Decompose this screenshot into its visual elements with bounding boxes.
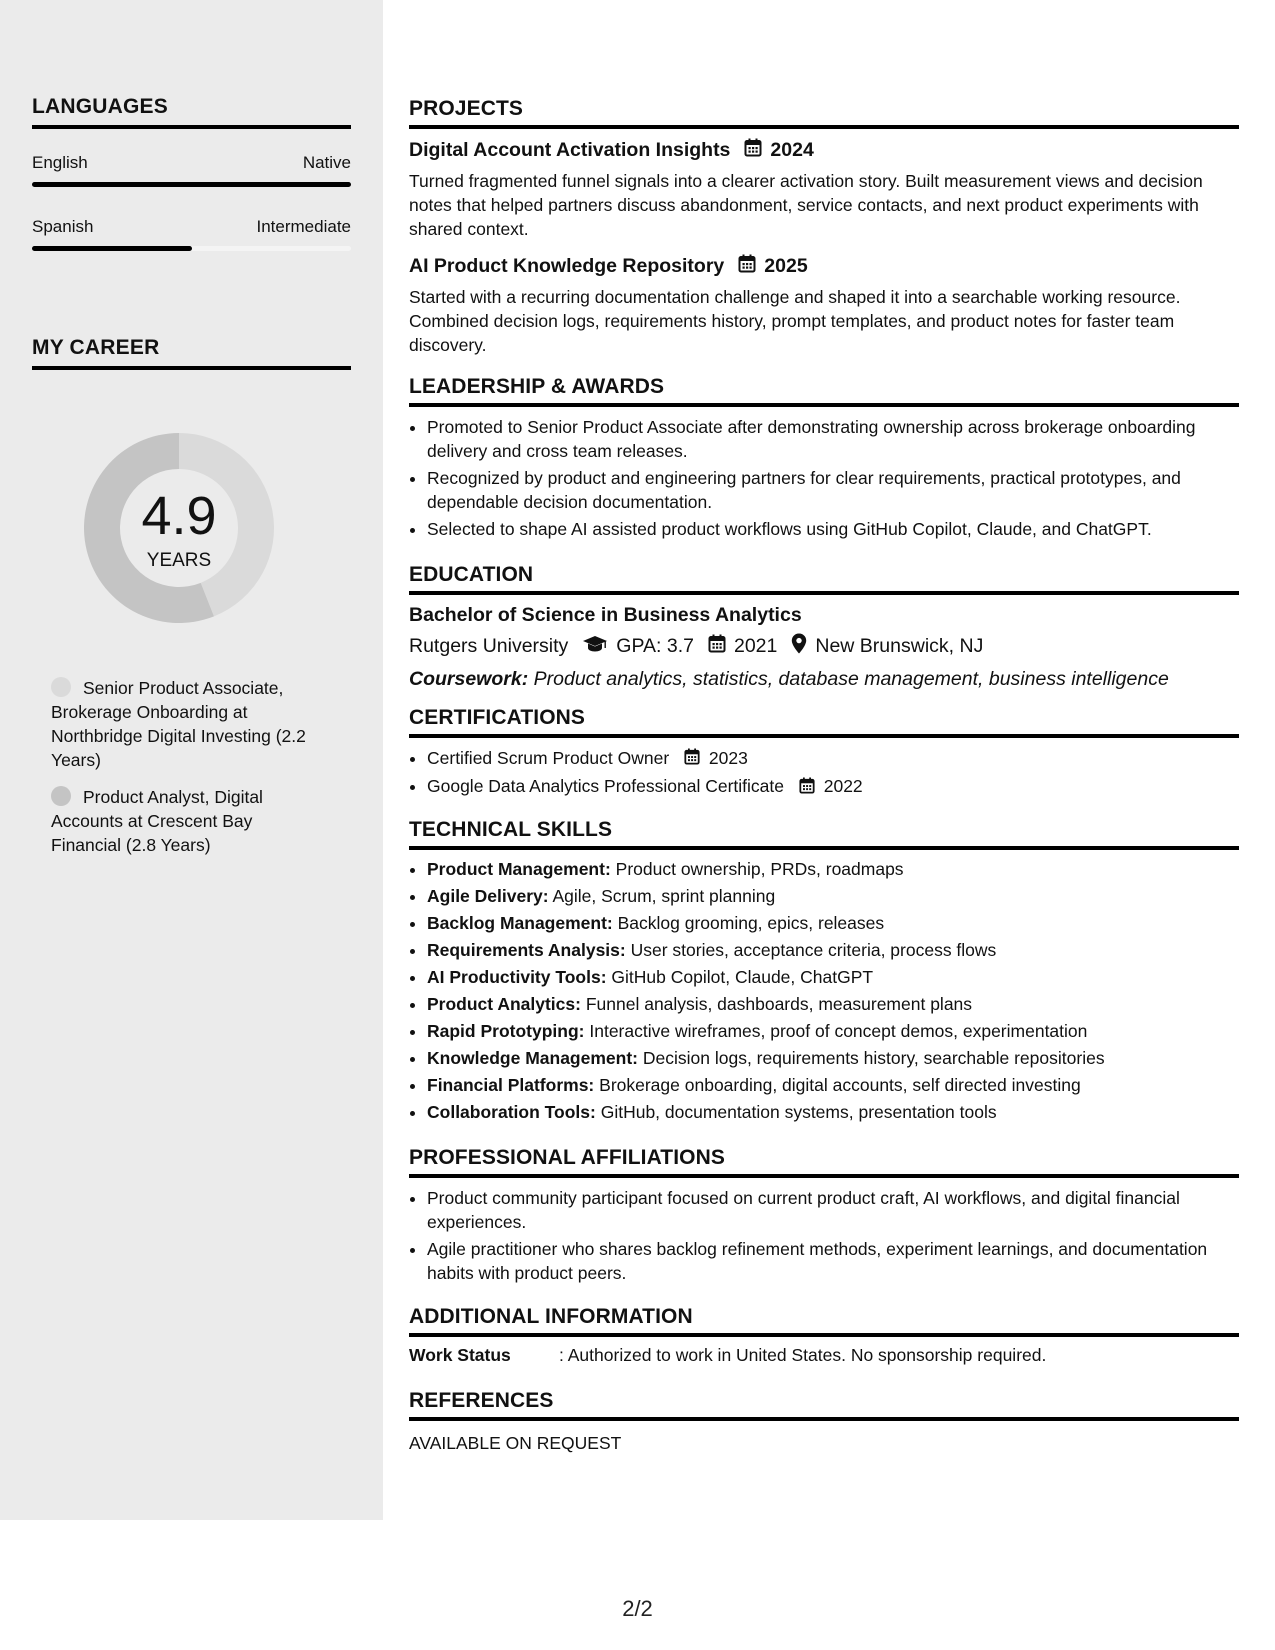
languages-title: LANGUAGES (32, 95, 351, 129)
language-level-fill (32, 182, 351, 187)
skill-label: Knowledge Management: (427, 1048, 638, 1068)
references-title: REFERENCES (409, 1389, 1239, 1421)
degree: Bachelor of Science in Business Analytics (409, 604, 802, 626)
project-year: 2024 (770, 139, 814, 161)
skills-section (409, 818, 1239, 1127)
certifications-section (409, 706, 1239, 803)
career-color-dot (51, 677, 71, 697)
project-year: 2025 (764, 255, 808, 277)
skill-item (427, 992, 1239, 1016)
leadership-title: LEADERSHIP & AWARDS (409, 375, 1239, 407)
skill-label: Backlog Management: (427, 913, 613, 933)
career-item (51, 676, 321, 772)
career-item-text: Product Analyst, Digital Accounts at Crescent Bay Financial (2.8 Years) (51, 787, 263, 855)
skill-label: Financial Platforms: (427, 1075, 595, 1095)
certification-year: 2023 (708, 748, 748, 768)
skill-label: Product Management: (427, 859, 611, 879)
career-item (51, 785, 321, 857)
location-pin-icon (791, 633, 807, 660)
education-title: EDUCATION (409, 563, 1239, 595)
list-item: • Selected to shape AI assisted product workflows using GitHub Copilot, Claude, and ChatGPT. (427, 517, 1239, 541)
skill-label: Requirements Analysis: (427, 940, 626, 960)
location: New Brunswick, NJ (815, 635, 984, 657)
skill-value: GitHub, documentation systems, presentation tools (600, 1102, 997, 1122)
skill-item (427, 884, 1239, 908)
project-description: Turned fragmented funnel signals into a clearer activation story. Built measurement views and decision notes that helped partners discuss abandonment, service contacts, and next product experiments with shared context. (409, 171, 1203, 239)
page-number: 2/2 (622, 1596, 653, 1621)
career-item-text: Senior Product Associate, Brokerage Onboarding at Northbridge Digital Investing (2.2 Years) (51, 678, 306, 770)
skill-value: Decision logs, requirements history, searchable repositories (642, 1048, 1105, 1068)
list-item: • Promoted to Senior Product Associate after demonstrating ownership across brokerage onboarding delivery and cross team releases. (427, 415, 1239, 463)
additional-info-title: ADDITIONAL INFORMATION (409, 1305, 1239, 1337)
skill-item (427, 938, 1239, 962)
certification-name: Certified Scrum Product Owner (427, 748, 670, 768)
language-name: Spanish (32, 217, 94, 236)
language-level-fill (32, 246, 192, 251)
skill-item (427, 1046, 1239, 1070)
skill-value: GitHub Copilot, Claude, ChatGPT (611, 967, 874, 987)
gpa: GPA: 3.7 (616, 635, 694, 657)
language-level: Native (302, 153, 351, 172)
skills-title: TECHNICAL SKILLS (409, 818, 1239, 850)
certifications-title: CERTIFICATIONS (409, 706, 1239, 738)
career-legend (51, 676, 321, 870)
calendar-icon (799, 776, 815, 800)
coursework-label: Coursework: (409, 668, 529, 690)
project-name: AI Product Knowledge Repository (409, 255, 725, 277)
skill-item (427, 911, 1239, 935)
work-status-value: : Authorized to work in United States. No sponsorship required. (559, 1345, 1047, 1365)
additional-info-section (409, 1305, 1239, 1366)
career-total-years: 4.9 (141, 486, 217, 546)
certification-name: Google Data Analytics Professional Certificate (427, 776, 784, 797)
language-level-bar (32, 182, 351, 187)
certification-item (427, 774, 1239, 799)
career-title: MY CAREER (32, 336, 351, 370)
language-item (32, 153, 351, 187)
list-item: • Product community participant focused on current product craft, AI workflows, and digital financial experiences. (427, 1186, 1239, 1234)
career-color-dot (51, 786, 71, 806)
skill-item (427, 965, 1239, 989)
references-text: AVAILABLE ON REQUEST (409, 1433, 622, 1453)
skill-item (427, 1019, 1239, 1043)
career-section (32, 336, 351, 370)
calendar-icon (738, 254, 756, 279)
references-section (409, 1389, 1239, 1455)
language-name: English (32, 153, 88, 172)
certification-year: 2022 (823, 776, 863, 797)
skill-value: Product ownership, PRDs, roadmaps (615, 859, 904, 879)
coursework (409, 668, 1239, 691)
projects-title: PROJECTS (409, 97, 1239, 129)
coursework-text: Product analytics, statistics, database management, business intelligence (533, 668, 1169, 690)
leadership-section (409, 375, 1239, 544)
skill-label: Rapid Prototyping: (427, 1021, 585, 1041)
calendar-icon (744, 138, 762, 163)
sidebar (0, 0, 383, 1520)
work-status-row (409, 1345, 1239, 1366)
skill-label: AI Productivity Tools: (427, 967, 607, 987)
skill-value: Brokerage onboarding, digital accounts, self directed investing (599, 1075, 1081, 1095)
work-status-label: Work Status (409, 1345, 511, 1365)
list-item: • Recognized by product and engineering partners for clear requirements, practical prototypes, and dependable decision documentation. (427, 466, 1239, 514)
projects-section (409, 97, 1239, 357)
skill-item (427, 1100, 1239, 1124)
skill-label: Product Analytics: (427, 994, 581, 1014)
list-item: • Agile practitioner who shares backlog refinement methods, experiment learnings, and documentation habits with product peers. (427, 1237, 1239, 1285)
skill-label: Agile Delivery: (427, 886, 549, 906)
skill-item (427, 857, 1239, 881)
skill-value: Funnel analysis, dashboards, measurement plans (585, 994, 973, 1014)
project-title (409, 254, 1239, 279)
project-description: Started with a recurring documentation challenge and shaped it into a searchable working resource. Combined decision logs, requirements history, prompt templates, and product notes for faster team discovery. (409, 287, 1181, 355)
skill-value: Agile, Scrum, sprint planning (552, 886, 776, 906)
affiliations-section (409, 1146, 1239, 1288)
education-section (409, 563, 1239, 691)
graduation-cap-icon (582, 635, 608, 659)
certification-item (427, 746, 1239, 771)
skill-value: Backlog grooming, epics, releases (617, 913, 885, 933)
skill-value: Interactive wireframes, proof of concept demos, experimentation (589, 1021, 1088, 1041)
skill-value: User stories, acceptance criteria, process flows (630, 940, 997, 960)
skill-label: Collaboration Tools: (427, 1102, 596, 1122)
calendar-icon (684, 747, 700, 771)
affiliations-title: PROFESSIONAL AFFILIATIONS (409, 1146, 1239, 1178)
languages-section (32, 95, 351, 251)
calendar-icon (708, 634, 726, 659)
project-name: Digital Account Activation Insights (409, 139, 731, 161)
career-donut-chart (66, 415, 292, 641)
graduation-year: 2021 (733, 635, 778, 657)
career-years-unit: YEARS (146, 550, 212, 571)
skill-item (427, 1073, 1239, 1097)
language-item (32, 217, 351, 251)
education-details (409, 633, 1239, 660)
language-level: Intermediate (256, 217, 351, 236)
language-level-bar (32, 246, 351, 251)
project-title (409, 138, 1239, 163)
school-name: Rutgers University (409, 635, 569, 657)
